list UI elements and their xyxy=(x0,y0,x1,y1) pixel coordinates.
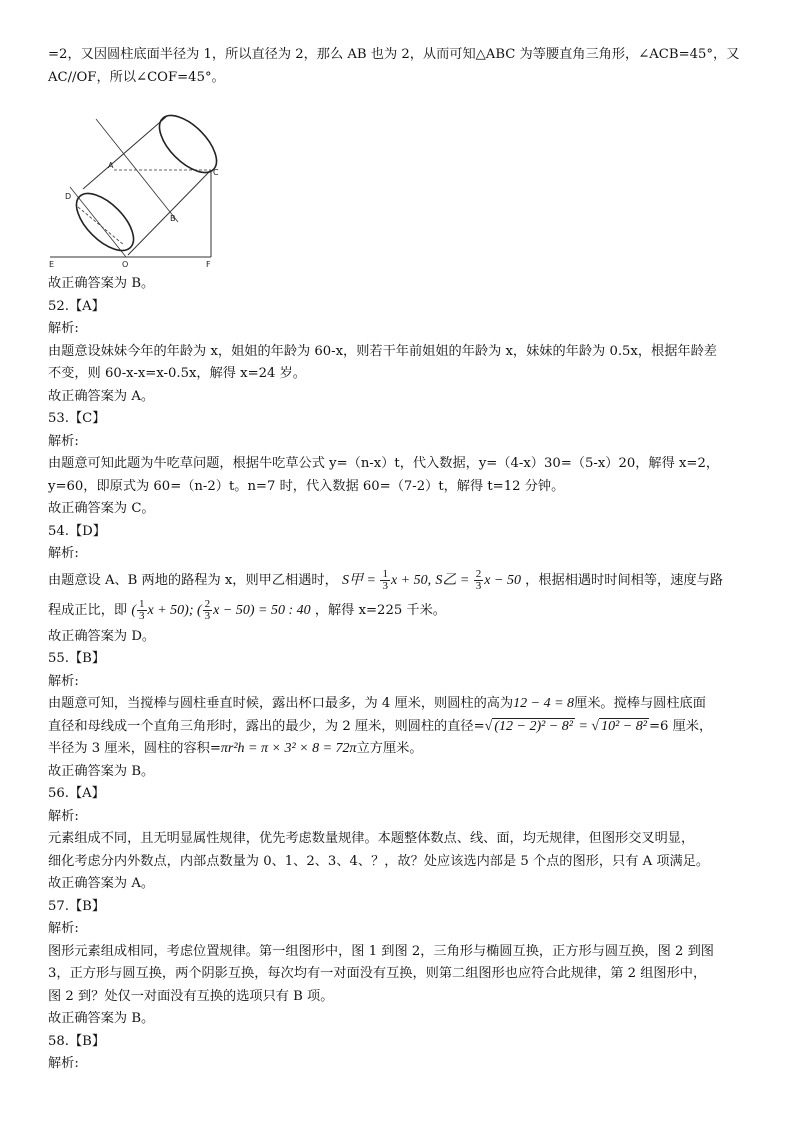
q54-line-1: 由题意设 A、B 两地的路程为 x，则甲乙相遇时， S甲 = $\frac{1}{3}$ x + 50, S乙 = $\frac{2}{3}$ x − 50 ，根据相遇时时间相等，速度与路 xyxy=(48,567,723,592)
q54-line-2: 程成正比，即 ( $\frac{1}{3}$ x + 50); ( $\frac{2}{3}$ x − 50) = 50 : 40 ，解得 x=225 千米。 xyxy=(48,597,446,622)
eq-s-jia: S甲 = $\frac{1}{3}$ x + 50, xyxy=(342,567,432,592)
q54-conclusion: 故正确答案为 D。 xyxy=(48,628,156,644)
label-O: O xyxy=(122,260,129,267)
ratio-equation: ( $\frac{1}{3}$ x + 50); ( $\frac{2}{3}$ x − 50) = 50 : 40 xyxy=(131,597,311,622)
q53-analysis-label: 解析: xyxy=(48,433,79,449)
q56-line-2: 细化考虑分内外数点，内部点数量为 0、1、2、3、4、？，故？处应该选内部是 5 个点的图形，只有 A 项满足。 xyxy=(48,853,710,869)
intro-line-1: =2，又因圆柱底面半径为 1，所以直径为 2，那么 AB 也为 2，从而可知△ABC 为等腰直角三角形，∠ACB=45°，又 xyxy=(48,47,740,62)
q55-conclusion: 故正确答案为 B。 xyxy=(48,763,155,779)
q57-line-3: 图 2 到？处仅一对面没有互换的选项只有 B 项。 xyxy=(48,988,334,1004)
q56-analysis-label: 解析: xyxy=(48,808,79,824)
q57-line-1: 图形元素组成相同，考虑位置规律。第一组图形中，图 1 到图 2，三角形与椭圆互换，正方形与圆互换，图 2 到图 xyxy=(48,943,714,959)
q55-line-3: 半径为 3 厘米，圆柱的容积=πr²h = π × 3² × 8 = 72π立方厘米。 xyxy=(48,741,423,756)
q52-conclusion: 故正确答案为 A。 xyxy=(48,388,155,404)
label-C: C xyxy=(213,168,219,177)
q56-conclusion: 故正确答案为 A。 xyxy=(48,876,155,891)
q55-line-1: 由题意可知，当搅棒与圆柱垂直时候，露出杯口最多，为 4 厘米，则圆柱的高为12 − 4 = 8厘米。搅棒与圆柱底面 xyxy=(48,696,706,711)
q52-line-2: 不变，则 60-x-x=x-0.5x，解得 x=24 岁。 xyxy=(48,366,306,381)
document-page xyxy=(48,44,758,1076)
q58-header: 58.【B】 xyxy=(48,1033,106,1049)
cylinder-diagram xyxy=(48,107,223,267)
q53-line-2: y=60，即原式为 60=（n-2）t。n=7 时，代入数据 60=（7-2）t，解得 t=12 分钟。 xyxy=(48,478,565,494)
label-B: B xyxy=(170,214,176,223)
height-expression: 12 − 4 = 8 xyxy=(513,696,575,711)
q58-analysis-label: 解析: xyxy=(48,1056,79,1071)
q57-line-2: 3，正方形与圆互换，两个阴影互换，每次均有一对面没有互换，则第二组图形也应符合此规律，第 2 组图形中， xyxy=(48,966,707,981)
label-E: E xyxy=(49,260,55,267)
q55-line-2: 直径和母线成一个直角三角形时，露出的最少，为 2 厘米，则圆柱的直径=√ (12 − 2)² − 8² = √ 10² − 8² =6 厘米， xyxy=(48,718,713,734)
q52-header: 52.【A】 xyxy=(48,298,105,314)
diameter-expression: √ (12 − 2)² − 8² = √ 10² − 8² xyxy=(484,718,647,734)
q51-conclusion: 故正确答案为 B。 xyxy=(48,276,155,291)
q53-conclusion: 故正确答案为 C。 xyxy=(48,501,155,516)
volume-expression: πr²h = π × 3² × 8 = 72π xyxy=(220,741,357,756)
q56-line-1: 元素组成不同，且无明显属性规律，优先考虑数量规律。本题整体数点、线、面，均无规律，但图形交叉明显， xyxy=(48,831,695,846)
q55-header: 55.【B】 xyxy=(48,651,106,666)
intro-line-2: AC//OF，所以∠COF=45°。 xyxy=(48,69,225,85)
q57-conclusion: 故正确答案为 B。 xyxy=(48,1011,155,1026)
label-F: F xyxy=(206,260,211,267)
q57-header: 57.【B】 xyxy=(48,898,106,914)
q54-header: 54.【D】 xyxy=(48,523,106,539)
q54-analysis-label: 解析: xyxy=(48,546,79,561)
q53-header: 53.【C】 xyxy=(48,411,106,426)
eq-s-yi: S乙 = $\frac{2}{3}$ x − 50 xyxy=(435,567,521,592)
cylinder-figure xyxy=(48,107,223,267)
q56-header: 56.【A】 xyxy=(48,786,105,801)
q52-line-1: 由题意设妹妹今年的年龄为 x，姐姐的年龄为 60-x，则若干年前姐姐的年龄为 x，妹妹的年龄为 0.5x，根据年龄差 xyxy=(48,343,717,359)
q52-analysis-label: 解析: xyxy=(48,321,79,336)
q57-analysis-label: 解析: xyxy=(48,921,79,936)
q55-analysis-label: 解析: xyxy=(48,673,79,689)
q53-line-1: 由题意可知此题为牛吃草问题，根据牛吃草公式 y=（n-x）t，代入数据，y=（4-x）30=（5-x）20，解得 x=2， xyxy=(48,456,720,471)
label-D: D xyxy=(65,192,72,201)
label-A: A xyxy=(108,161,114,170)
